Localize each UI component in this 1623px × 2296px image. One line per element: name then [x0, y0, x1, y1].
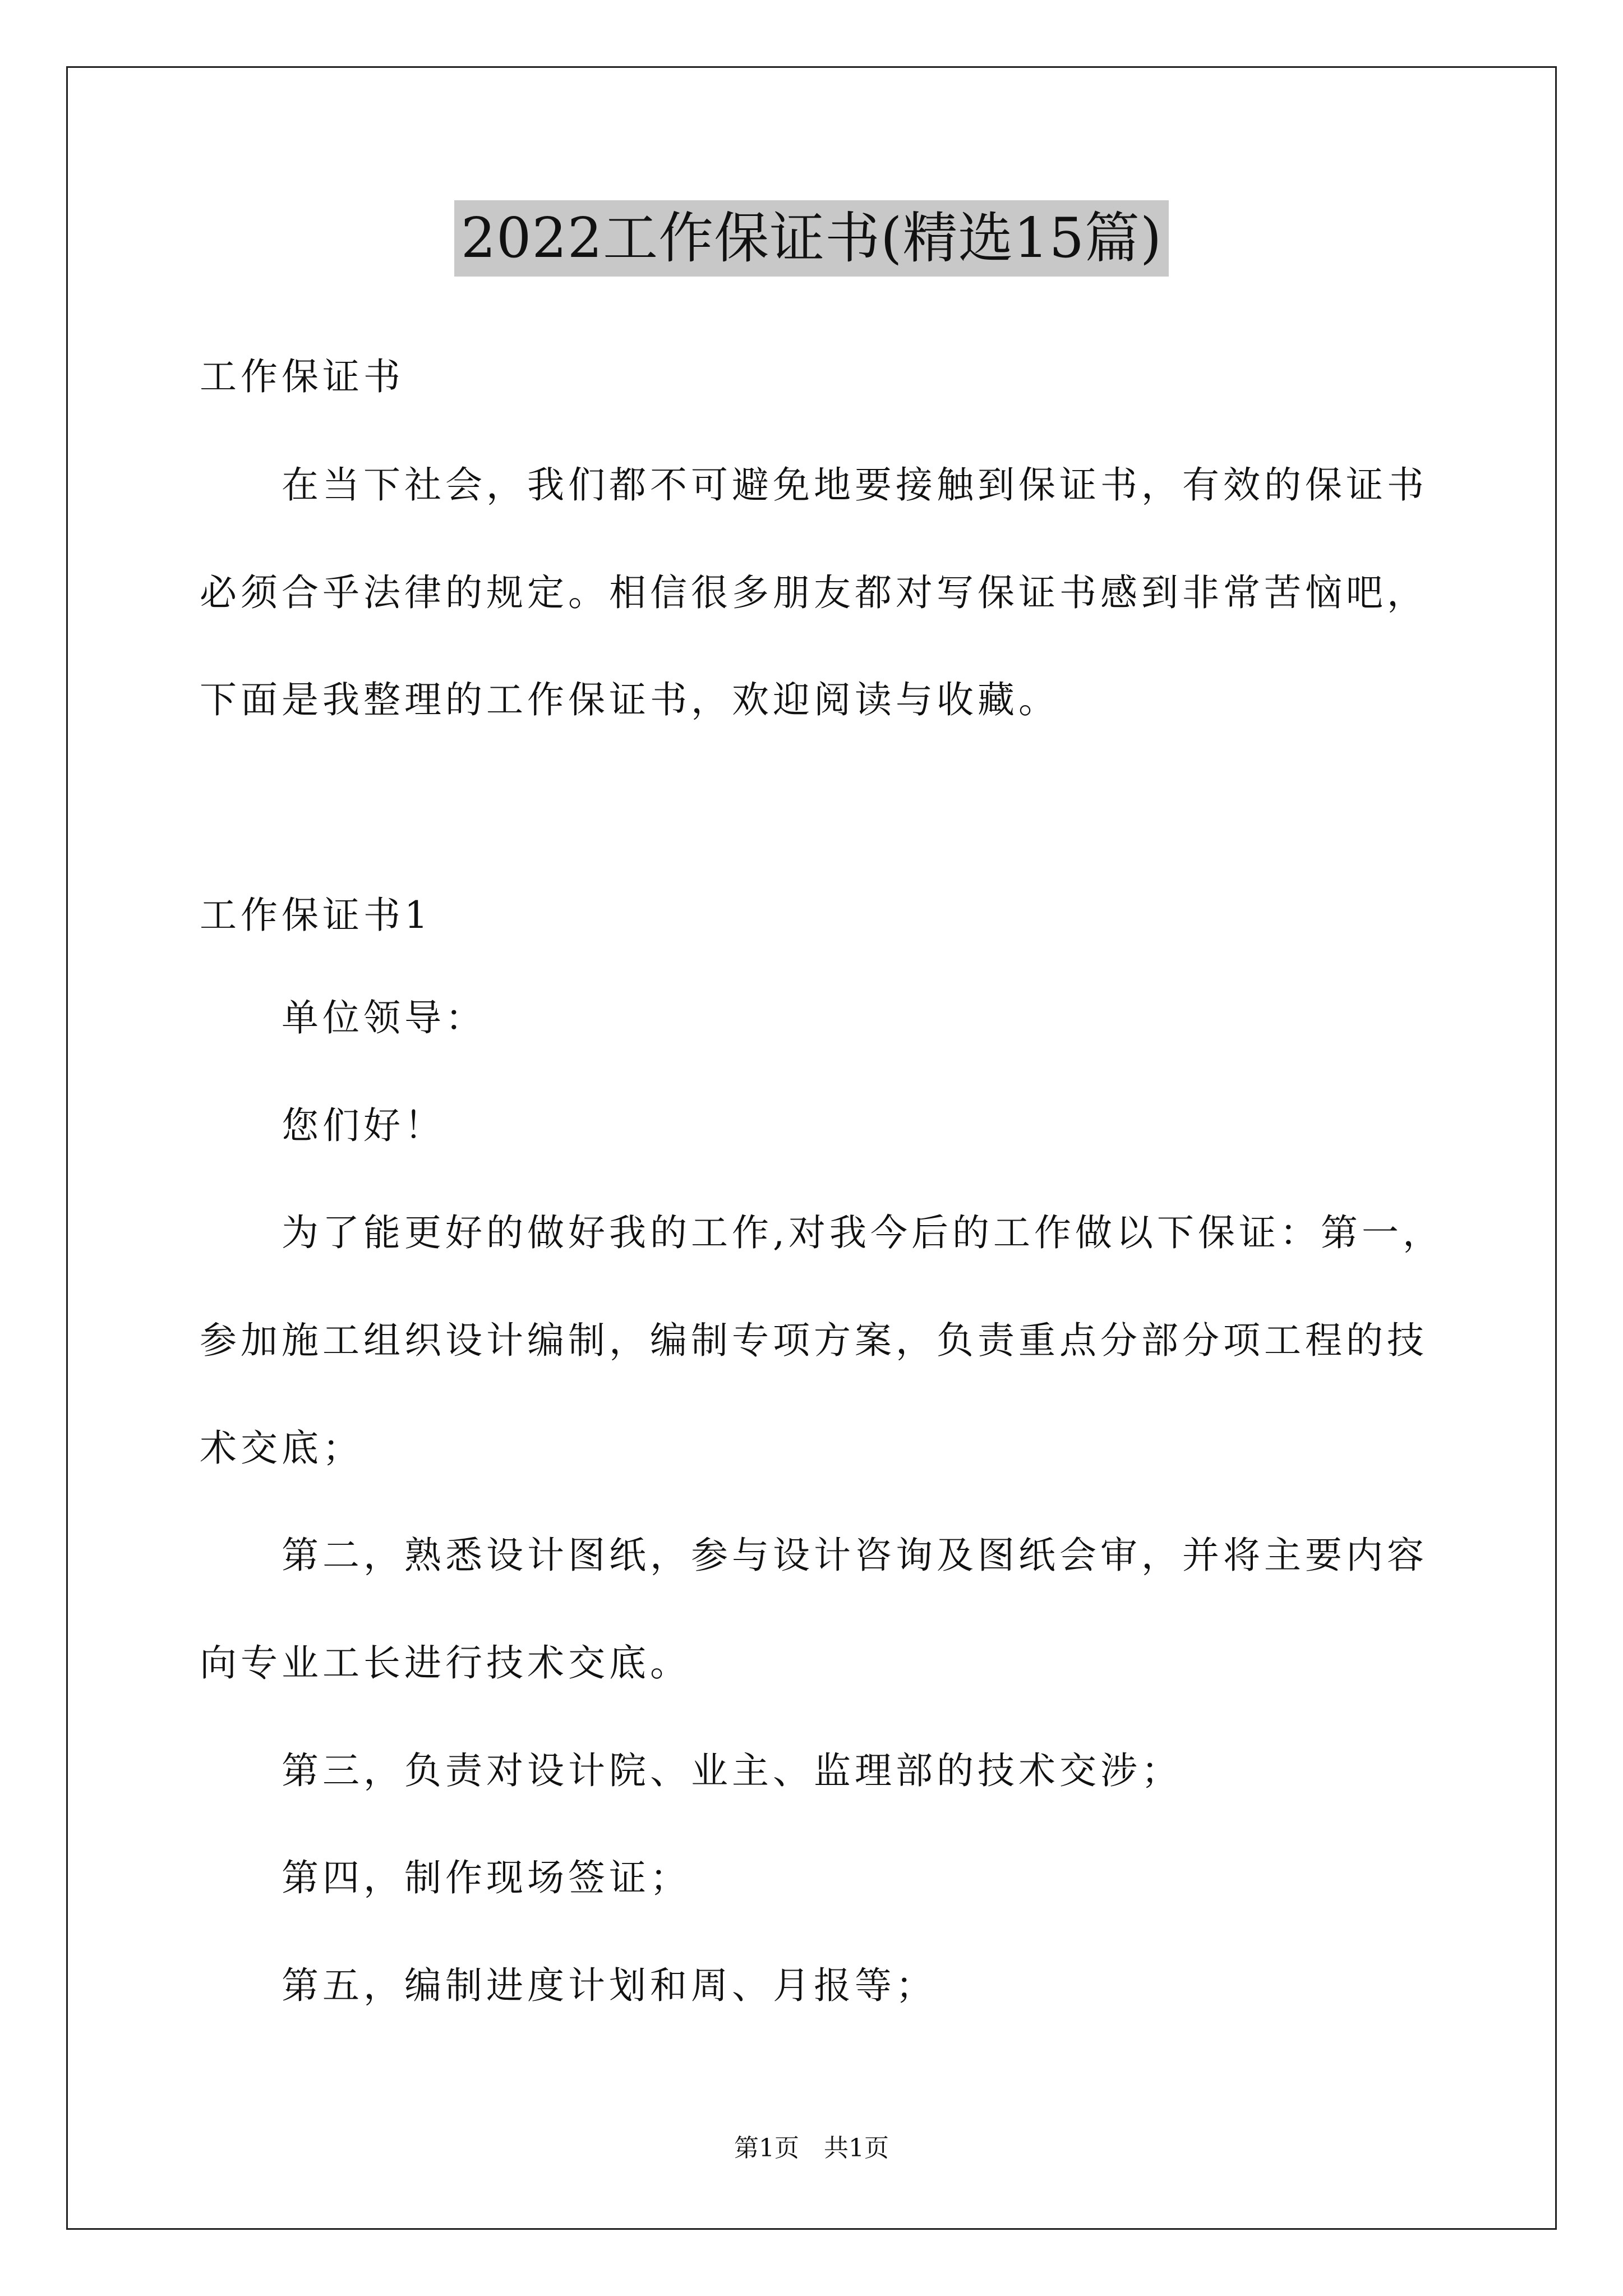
greeting: 您们好！ — [282, 1104, 445, 1147]
paragraph-line: 必须合乎法律的规定。相信很多朋友都对写保证书感到非常苦恼吧， — [200, 571, 1428, 614]
paragraph-line: 第二，熟悉设计图纸，参与设计咨询及图纸会审，并将主要内容 — [282, 1534, 1428, 1577]
paragraph-line: 第三，负责对设计院、业主、监理部的技术交涉； — [282, 1749, 1182, 1792]
title-container — [0, 200, 1623, 277]
paragraph-line: 向专业工长进行技术交底。 — [200, 1641, 691, 1685]
page-footer: 第1页 共1页 — [734, 2134, 889, 2162]
paragraph-line: 第五，编制进度计划和周、月报等； — [282, 1964, 937, 2007]
salutation: 单位领导： — [282, 996, 486, 1039]
paragraph-line: 第四，制作现场签证； — [282, 1856, 691, 1899]
paragraph-line: 参加施工组织设计编制，编制专项方案，负责重点分部分项工程的技 — [200, 1319, 1428, 1362]
paragraph-line: 术交底； — [200, 1427, 363, 1470]
section-heading: 工作保证书1 — [200, 894, 432, 937]
paragraph-line: 为了能更好的做好我的工作,对我今后的工作做以下保证：第一， — [282, 1211, 1444, 1254]
document-title: 2022工作保证书(精选15篇) — [454, 200, 1169, 277]
section-heading: 工作保证书 — [200, 355, 404, 398]
paragraph-line: 在当下社会，我们都不可避免地要接触到保证书，有效的保证书 — [282, 463, 1428, 507]
paragraph-line: 下面是我整理的工作保证书，欢迎阅读与收藏。 — [200, 678, 1059, 721]
